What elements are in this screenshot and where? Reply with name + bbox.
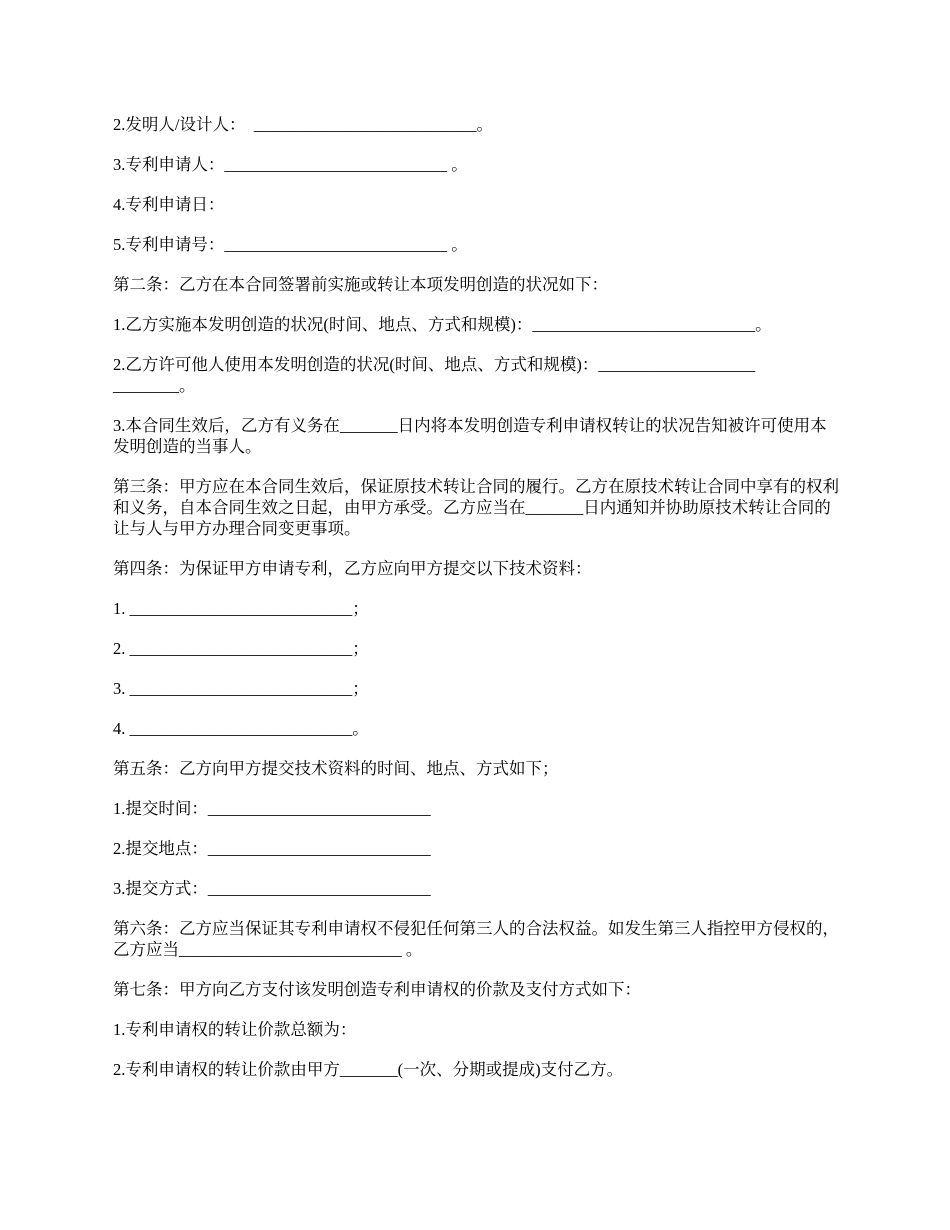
article-4-item-1: 1. ___________________________；	[113, 599, 369, 618]
article-2-item-1: 1.乙方实施本发明创造的状况(时间、地点、方式和规模)：___________________________。	[113, 315, 772, 334]
article-4-item-2: 2. ___________________________；	[113, 639, 369, 658]
paragraph-application-number: 5.专利申请号：___________________________ 。	[113, 235, 468, 254]
article-2-item-2: 2.乙方许可他人使用本发明创造的状况(时间、地点、方式和规模)：___________________ ________。	[113, 355, 756, 395]
paragraph-application-date: 4.专利申请日：	[113, 195, 225, 214]
article-7-item-2: 2.专利申请权的转让价款由甲方_______(一次、分期或提成)支付乙方。	[113, 1060, 624, 1079]
article-5-item-3: 3.提交方式：___________________________	[113, 879, 431, 898]
article-7-item-1: 1.专利申请权的转让价款总额为：	[113, 1020, 357, 1039]
article-2-heading: 第二条：乙方在本合同签署前实施或转让本项发明创造的状况如下：	[113, 275, 608, 294]
article-2-item-3: 3.本合同生效后，乙方有义务在_______日内将本发明创造专利申请权转让的状况告知被许可使用本发明创造的当事人。	[113, 416, 827, 456]
paragraph-applicant: 3.专利申请人：___________________________ 。	[113, 155, 468, 174]
article-4-item-3: 3. ___________________________；	[113, 679, 369, 698]
document-body	[113, 114, 843, 1080]
paragraph-inventor: 2.发明人/设计人： ___________________________。	[113, 115, 493, 134]
article-5-item-2: 2.提交地点：___________________________	[113, 839, 431, 858]
article-6: 第六条：乙方应当保证其专利申请权不侵犯任何第三人的合法权益。如发生第三人指控甲方侵权的，乙方应当___________________________ 。	[113, 919, 839, 959]
article-5-heading: 第五条：乙方向甲方提交技术资料的时间、地点、方式如下；	[113, 759, 559, 778]
article-7-heading: 第七条：甲方向乙方支付该发明创造专利申请权的价款及支付方式如下：	[113, 980, 641, 999]
article-3: 第三条：甲方应在本合同生效后，保证原技术转让合同的履行。乙方在原技术转让合同中享有的权利和义务，自本合同生效之日起，由甲方承受。乙方应当在_______日内通知并协助原技术转让合同的让与人与甲方办理合同变更事项。	[113, 477, 839, 538]
article-4-heading: 第四条：为保证甲方申请专利，乙方应向甲方提交以下技术资料：	[113, 559, 592, 578]
article-5-item-1: 1.提交时间：___________________________	[113, 799, 431, 818]
article-4-item-4: 4. ___________________________。	[113, 719, 369, 738]
